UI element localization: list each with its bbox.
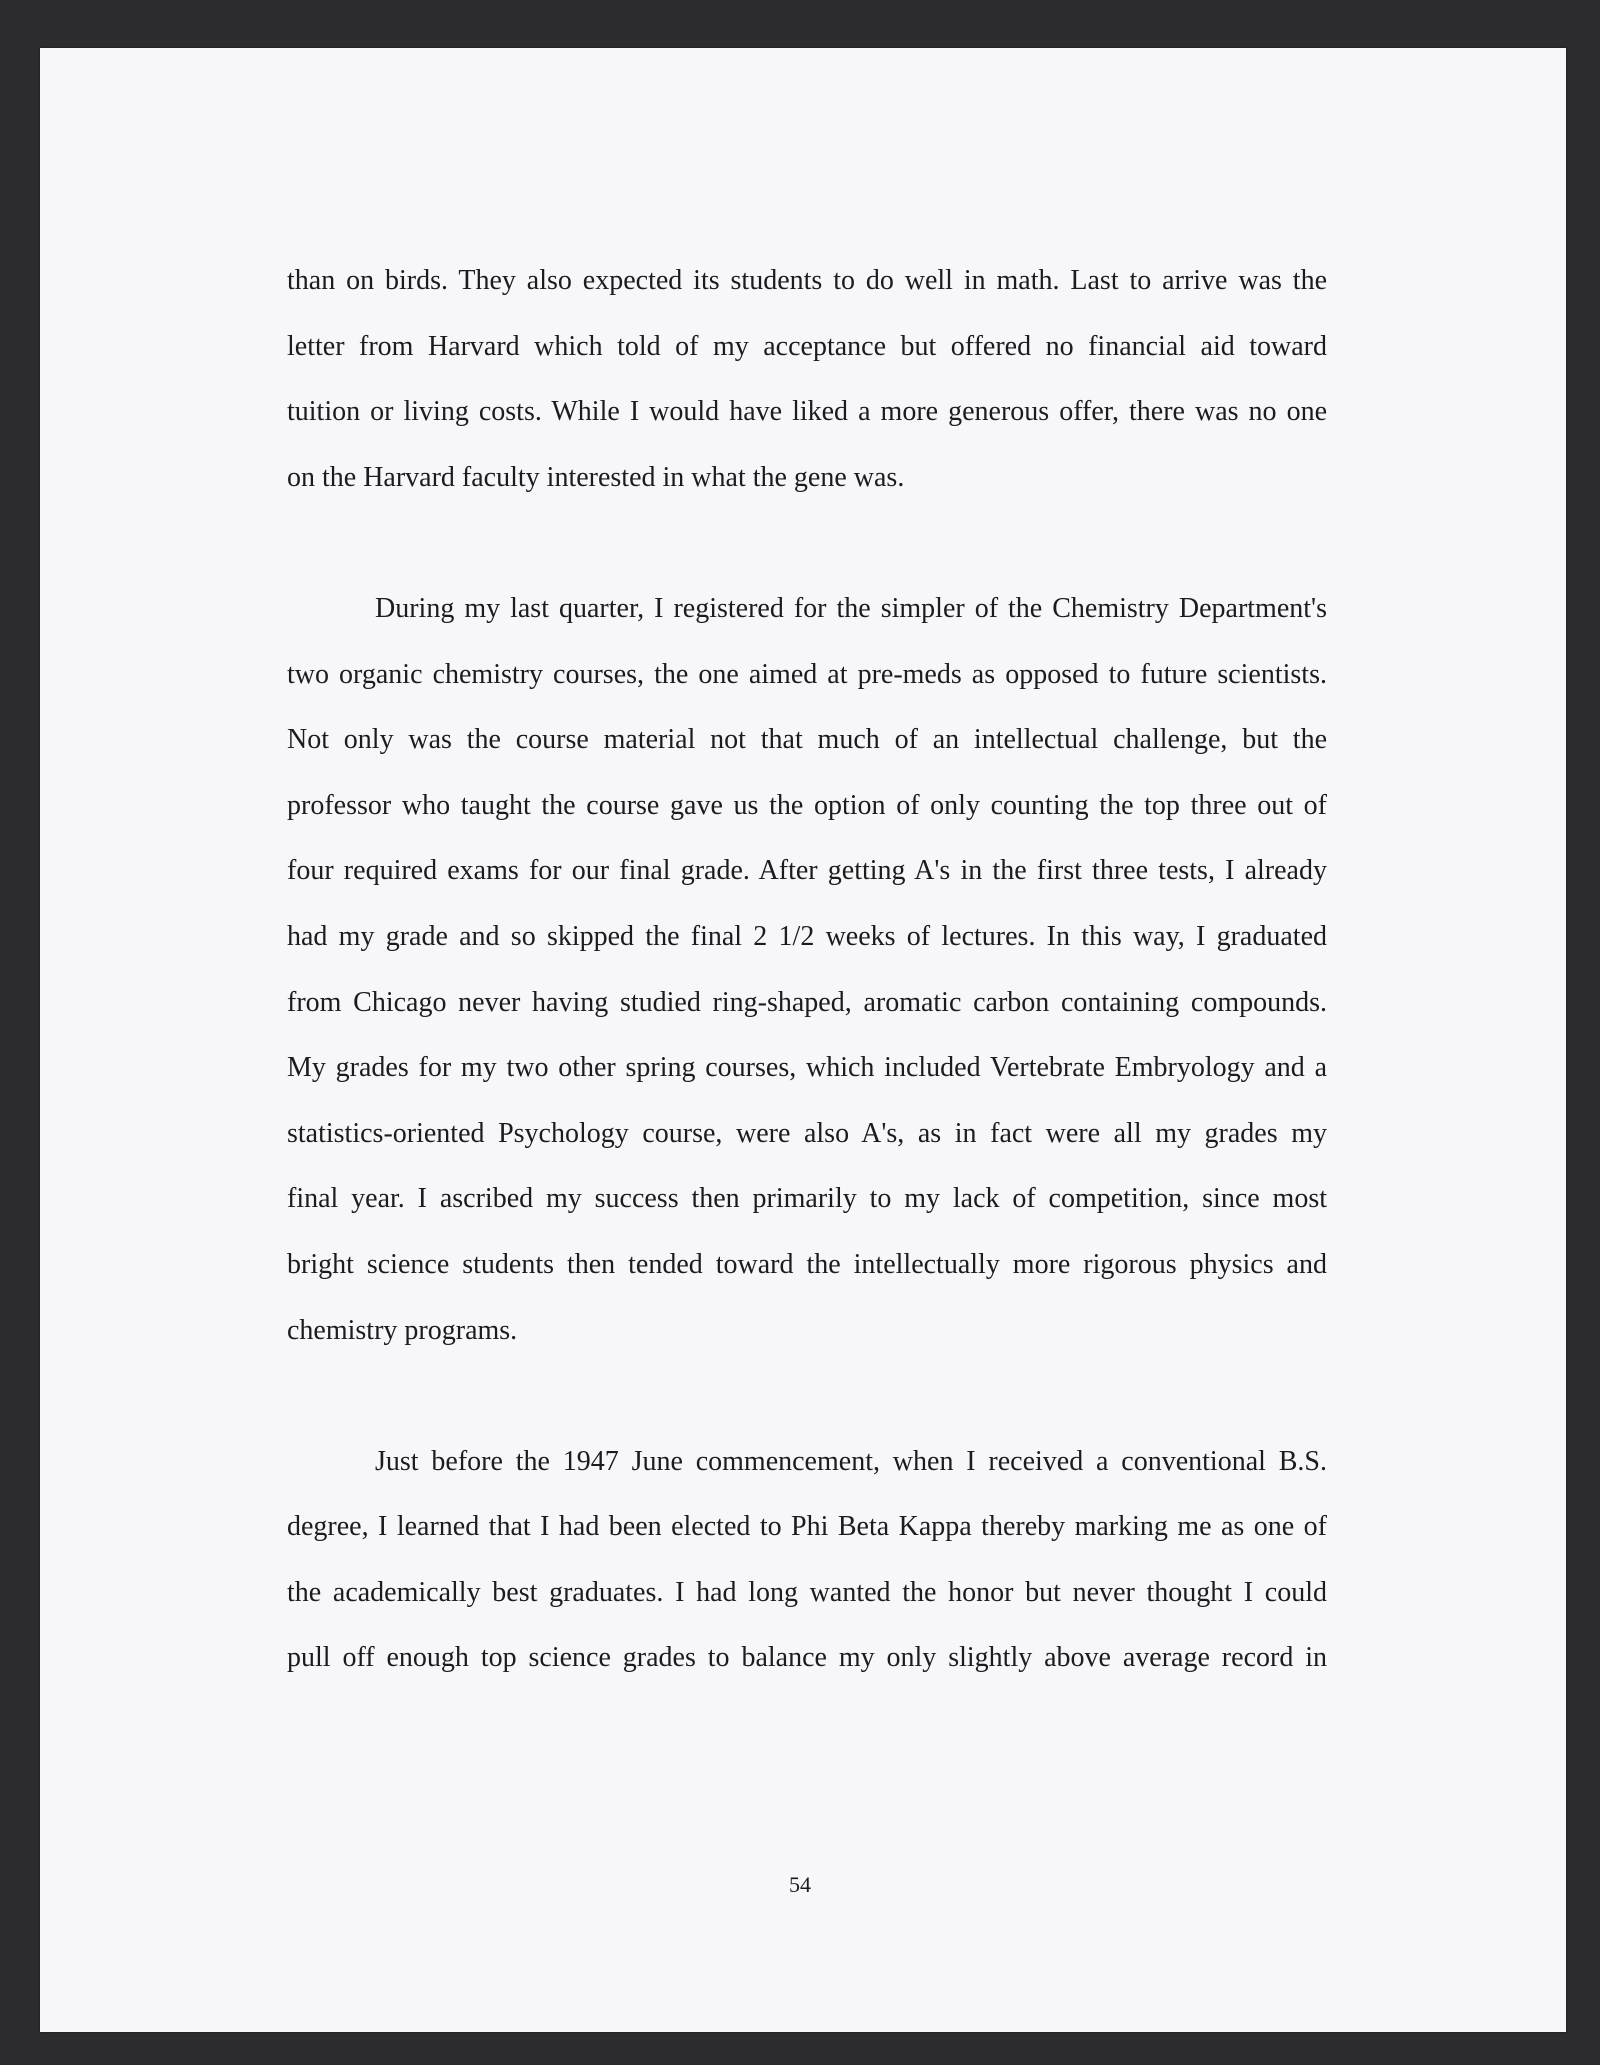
text-line: tuition or living costs. While I would have liked a more generous offer, there was no one bbox=[287, 396, 1327, 428]
text-line: pull off enough top science grades to balance my only slightly above average record in bbox=[287, 1642, 1327, 1674]
paragraph-gap bbox=[287, 1363, 1327, 1429]
text-line: degree, I learned that I had been elected to Phi Beta Kappa thereby marking me as one of bbox=[287, 1511, 1327, 1543]
paragraph-1 bbox=[287, 248, 1327, 510]
text-line: professor who taught the course gave us the option of only counting the top three out of bbox=[287, 789, 1327, 821]
text-line: Not only was the course material not that much of an intellectual challenge, but the bbox=[287, 724, 1327, 756]
text-line: statistics-oriented Psychology course, were also A's, as in fact were all my grades my bbox=[287, 1117, 1327, 1149]
text-line: had my grade and so skipped the final 2 1/2 weeks of lectures. In this way, I graduated bbox=[287, 920, 1327, 952]
text-line: the academically best graduates. I had long wanted the honor but never thought I could bbox=[287, 1576, 1327, 1608]
text-line: two organic chemistry courses, the one aimed at pre-meds as opposed to future scientists. bbox=[287, 658, 1327, 690]
text-line: chemistry programs. bbox=[287, 1314, 518, 1346]
text-line: bright science students then tended toward the intellectually more rigorous physics and bbox=[287, 1248, 1327, 1280]
text-line: final year. I ascribed my success then primarily to my lack of competition, since most bbox=[287, 1183, 1327, 1215]
paragraph-2 bbox=[287, 576, 1327, 1363]
text-line: on the Harvard faculty interested in what the gene was. bbox=[287, 461, 905, 493]
page-number: 54 bbox=[789, 1872, 811, 1897]
text-line: During my last quarter, I registered for the simpler of the Chemistry Department's bbox=[375, 592, 1327, 624]
text-line: than on birds. They also expected its students to do well in math. Last to arrive was the bbox=[287, 265, 1327, 296]
text-line: four required exams for our final grade. After getting A's in the first three tests, I already bbox=[287, 855, 1327, 887]
document-body bbox=[287, 248, 1327, 1691]
text-line: letter from Harvard which told of my acceptance but offered no financial aid toward bbox=[287, 330, 1327, 362]
text-line: My grades for my two other spring courses, which included Vertebrate Embryology and a bbox=[287, 1052, 1327, 1084]
text-line: Just before the 1947 June commencement, when I received a conventional B.S. bbox=[375, 1445, 1327, 1477]
paragraph-gap bbox=[287, 510, 1327, 576]
text-line: from Chicago never having studied ring-shaped, aromatic carbon containing compounds. bbox=[287, 986, 1327, 1018]
paragraph-3 bbox=[287, 1429, 1327, 1691]
